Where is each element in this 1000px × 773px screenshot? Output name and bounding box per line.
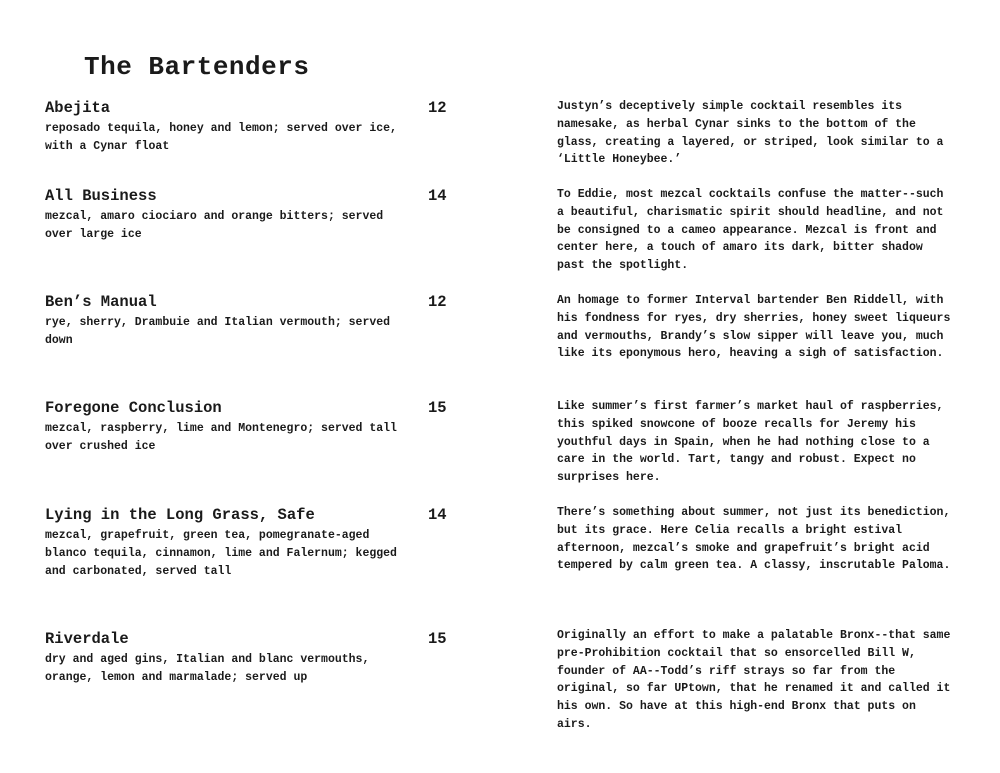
menu-item-price: 15 — [428, 399, 447, 417]
page-title: The Bartenders — [84, 52, 310, 82]
menu-item-name: Abejita — [45, 99, 111, 117]
menu-item-ingredients: mezcal, raspberry, lime and Montenegro; served tall over crushed ice — [45, 422, 397, 453]
menu-item-ingredients: rye, sherry, Drambuie and Italian vermouth; served down — [45, 316, 391, 347]
menu-item-description: Originally an effort to make a palatable Bronx--that same pre-Prohibition cocktail that so ensorcelled Bill W, founder of AA--Todd’s riff strays so far from the original, so far UPtown, that he renamed it and called it his own. So have at this high-end Bronx that puts on airs. — [557, 629, 951, 731]
menu-item-ingredients: mezcal, grapefruit, green tea, pomegranate-aged blanco tequila, cinnamon, lime and Falernum; kegged and carbonated, served tall — [45, 529, 397, 578]
menu-item-ingredients: dry and aged gins, Italian and blanc vermouths, orange, lemon and marmalade; served up — [45, 653, 370, 684]
menu-item-ingredients: reposado tequila, honey and lemon; served over ice, with a Cynar float — [45, 122, 397, 153]
menu-item-name: Lying in the Long Grass, Safe — [45, 506, 315, 524]
menu-item-description: Like summer’s first farmer’s market haul of raspberries, this spiked snowcone of booze recalls for Jeremy his youthful days in Spain, when he had nothing close to a care in the world. Tart, tangy and robust. Expect no surprises here. — [557, 400, 944, 485]
menu-item-name: Ben’s Manual — [45, 293, 157, 311]
menu-item-description: There’s something about summer, not just its benediction, but its grace. Here Celia recalls a bright estival afternoon, mezcal’s smoke and grapefruit’s bright acid tempered by calm green tea. A classy, inscrutable Paloma. — [557, 506, 951, 573]
menu-item-name: Riverdale — [45, 630, 129, 648]
menu-item-description: An homage to former Interval bartender Ben Riddell, with his fondness for ryes, dry sherries, honey sweet liqueurs and vermouths, Brandy’s slow sipper will leave you, much like its eponymous hero, heaving a sigh of satisfaction. — [557, 294, 951, 361]
menu-item-price: 14 — [428, 506, 447, 524]
menu-item-ingredients: mezcal, amaro ciociaro and orange bitters; served over large ice — [45, 210, 384, 241]
menu-item-description: To Eddie, most mezcal cocktails confuse the matter--such a beautiful, charismatic spirit should headline, and not be consigned to a cameo appearance. Mezcal is front and center here, a touch of amaro its dark, bitter shadow past the spotlight. — [557, 188, 944, 273]
menu-item-price: 12 — [428, 99, 447, 117]
menu-item-price: 15 — [428, 630, 447, 648]
menu-item-name: Foregone Conclusion — [45, 399, 222, 417]
menu-item-price: 14 — [428, 187, 447, 205]
menu-item-price: 12 — [428, 293, 447, 311]
menu-item-description: Justyn’s deceptively simple cocktail resembles its namesake, as herbal Cynar sinks to the bottom of the glass, creating a layered, or striped, look similar to a ‘Little Honeybee.’ — [557, 100, 944, 167]
menu-item-name: All Business — [45, 187, 157, 205]
